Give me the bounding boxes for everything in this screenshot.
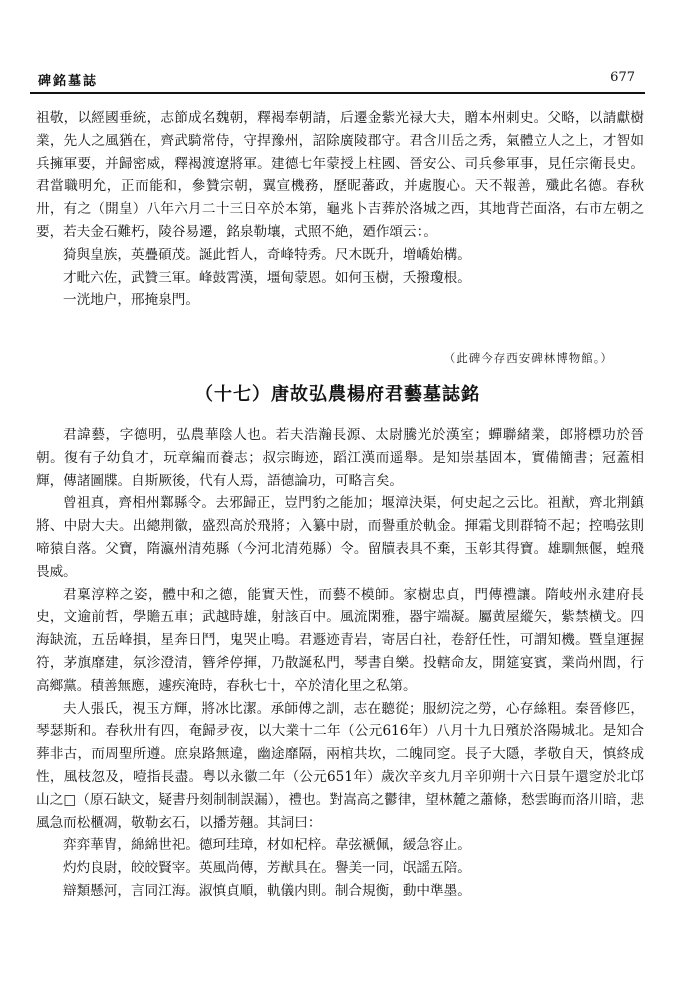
previous-inscription-text: 祖敬，以經國垂統，志節成名魏朝，釋褐奉朝請，后遷金紫光禄大夫，贈本州刺史。父略，以請獻樹業，先人之風猶在，齊武騎常侍，守捍豫州，詔除廣陵郡守。君含川岳之秀，氣體立人之上，才智如兵擁軍要，并歸密威，釋褐渡遼將軍。建德七年蒙授上柱國、晉安公、司兵參軍事，見任宗衛長史。君當職明允，正而能和，參贊宗朝，翼宣機務，歷昵蕃政，并處腹心。天不報善，殲此名德。春秋卅，有之（開皇）八年六月二十三日卒於本第，龜兆卜吉葬於洛城之西，其地背芒面洛，右市左朝之要，若夫金石難朽，陵谷易遷，銘泉勒壤，式照不絶，廼作頌云：。 xyxy=(36,110,644,240)
epitaph-body xyxy=(36,424,644,903)
previous-inscription xyxy=(36,107,644,312)
body-paragraph: 君稟淳粹之姿，體中和之德，能實天性，而藝不模師。家樹忠貞，門傳禮讓。隋岐州永建府長史，文逾前哲，學贍五車；武越時雄，射該百中。風流閑雅，器宇端凝。屬黄屋縱矢，紫禁横戈。四海缺流，五岳峰損，星奔日鬥，鬼哭止鳴。君遯迹青岩，寄居白社，卷舒任性，可謂知機。暨皇運握符，茅旗靡建，氛沴澄清，簪斧停揮，乃散誕私門，琴書自樂。投轄命友，開筵宴賓，業尚州閭，行高鄉黨。積善無應，遽疾淹時，春秋七十，卒於清化里之私第。 xyxy=(36,586,644,694)
body-paragraph: 夫人張氏，視玉方輝，將冰比潔。承師傅之訓，志在聽從；服紉浣之勞，心存絲粗。秦晉修匹，琴瑟斯和。春秋卅有四，奄歸夛夜，以大業十二年（公元616年）八月十九日殯於洛陽城北。是知合葬非古，而周聖所遵。庶泉路無違，幽途靡隔，兩棺共坎，二魄同窆。長子大隱，孝敬自天，慎終成性，風枝忽及，噎指長盡。粤以永徽二年（公元651年）歲次辛亥九月辛卯朔十六日景午還窆於北邙山之□（原石缺文，疑書丹刻制制誤漏），禮也。對嵩高之鬱律，望林麓之蕭條，愁雲晦而洛川暗，悲風急而松櫃凋，敬勒玄石，以播芳翹。其詞曰： xyxy=(36,700,644,831)
body-paragraph: 曾祖真，齊相州鄴縣令。去邪歸正，豈門豹之能加；堰漳決渠，何史起之云比。祖猷，齊北荆鎮將、中尉大夫。出總荆徽，盛烈高於飛將；入纂中尉，而譽重於軌金。揮霜戈則群犄不起；控鳴弦則啼猿自落。父寶，隋瀛州清苑縣（今河北清苑縣）令。留牘表具不棄，玉彰其得寶。雄馴無偃，蝗飛畏威。 xyxy=(36,495,644,580)
verse-line: 一洸地户，邢掩泉門。 xyxy=(63,292,199,309)
source-note: （此碑今存西安碑林博物館。） xyxy=(443,351,613,365)
verse-line: 弈弈華胄，綿綿世祀。德珂珪璋，材如杞梓。韋弦褫佩，緩急容止。 xyxy=(63,837,471,854)
page-number: 677 xyxy=(610,70,635,85)
body-paragraph: 君諱藝，字德明，弘農華陰人也。若夫浩瀚長源、太尉騰光於漢室；蟬聯緒業，郎將標功於晉朝。復有子幼負才，玩章編而養志；叔宗晦迹，蹈江漢而遥舉。是知崇基固本，實備簡書；冠蓋相輝，傳諸圖牒。自斯厥後，代有人焉，語德論功，可略言矣。 xyxy=(36,427,644,489)
verse-line: 灼灼良尉，皎皎賢宰。英風尚傳，芳猷具在。譽美一同，氓謡五陪。 xyxy=(63,860,471,877)
verse-line: 辯類懸河，言同江海。淑慎貞順，軌儀内則。制合規衡，動中準墨。 xyxy=(63,882,471,899)
running-header xyxy=(30,70,645,94)
verse-line: 才毗六佐，武贊三軍。峰鼓霄漢，壃甸蒙恩。如何玉樹，夭撥瓊根。 xyxy=(63,269,471,286)
section-title: （十七）唐故弘農楊府君藝墓誌銘 xyxy=(195,384,480,405)
verse-line: 猗與皇族，英疊碩茂。誕此哲人，奇峰特秀。尺木既升，增嶠始構。 xyxy=(63,246,471,263)
running-title: 碑銘墓誌 xyxy=(38,74,99,89)
